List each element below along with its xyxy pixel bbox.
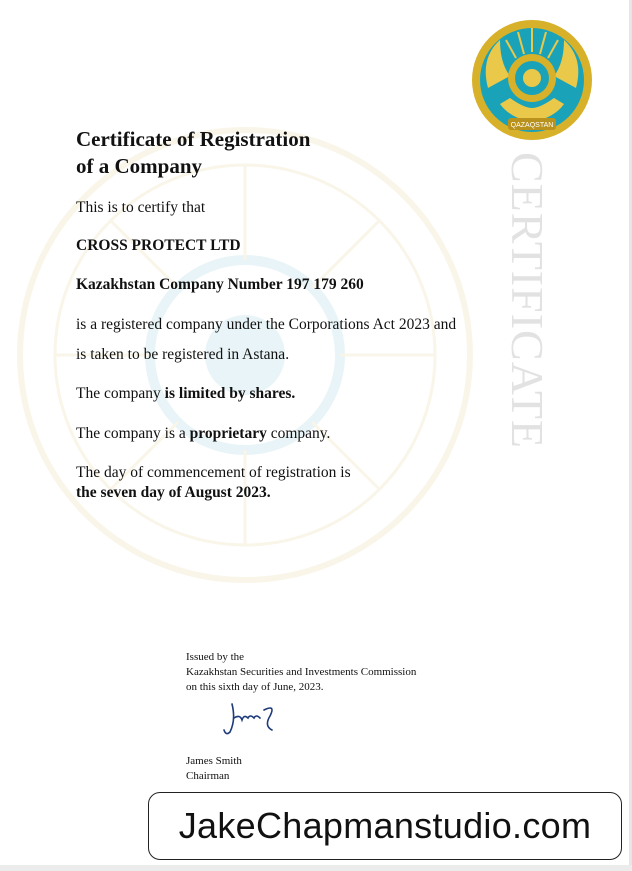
brand-text: JakeChapmanstudio.com <box>178 805 592 846</box>
proprietary-bold: proprietary <box>189 425 267 442</box>
limited-prefix: The company <box>76 385 165 402</box>
issued-by-block <box>186 650 416 695</box>
signer-block <box>186 754 242 784</box>
company-number: Kazakhstan Company Number 197 179 260 <box>76 276 364 293</box>
title-line-1: Certificate of Registration <box>76 127 311 151</box>
company-name: CROSS PROTECT LTD <box>76 237 241 254</box>
proprietary-line <box>76 425 330 443</box>
emblem-text: QAZAQSTAN <box>510 122 554 129</box>
issued-line-1: Issued by the <box>186 651 245 663</box>
limited-bold: is limited by shares. <box>164 385 296 402</box>
issued-line-2: Kazakhstan Securities and Investments Commission <box>186 666 417 678</box>
vertical-certificate-word: CERTIFICATE <box>502 152 553 450</box>
state-emblem-icon <box>470 18 594 142</box>
registered-in-text: is taken to be registered in Astana. <box>76 346 290 363</box>
signature-image <box>220 700 280 740</box>
page-edge-bottom <box>0 865 632 871</box>
proprietary-suffix: company. <box>266 425 331 442</box>
issued-line-3: on this sixth day of June, 2023. <box>186 681 324 693</box>
limited-by-shares-line <box>76 385 295 403</box>
proprietary-prefix: The company is a <box>76 425 190 442</box>
registered-under-text: is a registered company under the Corporations Act 2023 and <box>76 316 457 333</box>
certificate-title <box>76 126 310 180</box>
commencement-line: The day of commencement of registration is <box>76 464 351 481</box>
commencement-date: the seven day of August 2023. <box>76 484 271 501</box>
signer-title: Chairman <box>186 770 230 782</box>
certify-intro: This is to certify that <box>76 199 206 216</box>
title-line-2: of a Company <box>76 154 203 178</box>
brand-watermark-box <box>148 792 622 860</box>
signer-name: James Smith <box>186 755 242 767</box>
